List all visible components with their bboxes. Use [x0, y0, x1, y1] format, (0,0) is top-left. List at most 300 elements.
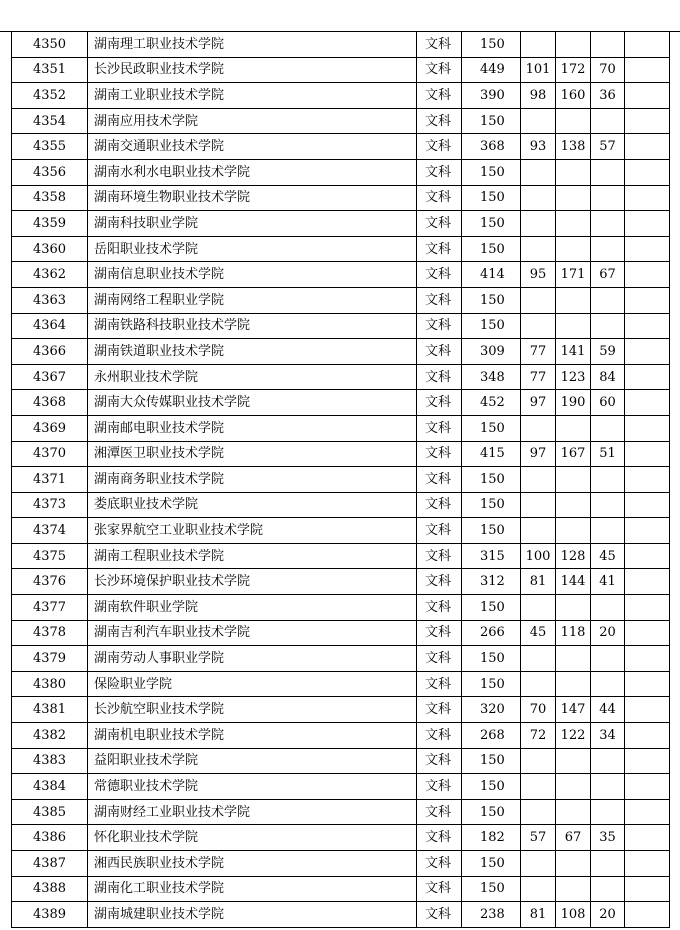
school-name-cell: 湖南商务职业技术学院 — [88, 467, 417, 493]
count-b-cell — [556, 236, 591, 262]
count-a-cell: 97 — [521, 390, 556, 416]
count-b-cell: 122 — [556, 723, 591, 749]
category-cell: 文科 — [417, 108, 462, 134]
category-cell: 文科 — [417, 595, 462, 621]
table-row — [12, 415, 670, 441]
school-code-cell: 4378 — [12, 620, 88, 646]
school-code-cell: 4352 — [12, 83, 88, 109]
count-c-cell: 41 — [591, 569, 625, 595]
table-row — [12, 774, 670, 800]
blank-cell — [625, 543, 670, 569]
blank-cell — [625, 32, 670, 58]
category-cell: 文科 — [417, 390, 462, 416]
blank-cell — [625, 313, 670, 339]
admissions-table — [11, 31, 670, 928]
blank-cell — [625, 825, 670, 851]
school-name-cell: 永州职业技术学院 — [88, 364, 417, 390]
category-cell: 文科 — [417, 339, 462, 365]
school-name-cell: 湖南财经工业职业技术学院 — [88, 799, 417, 825]
table-row — [12, 671, 670, 697]
count-c-cell — [591, 159, 625, 185]
school-code-cell: 4368 — [12, 390, 88, 416]
count-c-cell: 84 — [591, 364, 625, 390]
count-a-cell: 95 — [521, 262, 556, 288]
school-code-cell: 4354 — [12, 108, 88, 134]
count-c-cell — [591, 287, 625, 313]
count-b-cell — [556, 748, 591, 774]
count-c-cell — [591, 467, 625, 493]
count-a-cell — [521, 595, 556, 621]
category-cell: 文科 — [417, 159, 462, 185]
table-row — [12, 825, 670, 851]
school-name-cell: 湖南工程职业技术学院 — [88, 543, 417, 569]
school-name-cell: 怀化职业技术学院 — [88, 825, 417, 851]
count-a-cell — [521, 108, 556, 134]
category-cell: 文科 — [417, 492, 462, 518]
plan-count-cell: 150 — [462, 518, 521, 544]
table-body — [12, 32, 670, 928]
category-cell: 文科 — [417, 569, 462, 595]
count-c-cell — [591, 646, 625, 672]
school-name-cell: 湖南铁道职业技术学院 — [88, 339, 417, 365]
plan-count-cell: 150 — [462, 671, 521, 697]
school-code-cell: 4375 — [12, 543, 88, 569]
table-row — [12, 748, 670, 774]
count-c-cell — [591, 799, 625, 825]
count-c-cell: 51 — [591, 441, 625, 467]
count-c-cell — [591, 518, 625, 544]
table-row — [12, 492, 670, 518]
blank-cell — [625, 774, 670, 800]
school-name-cell: 湖南信息职业技术学院 — [88, 262, 417, 288]
count-a-cell: 93 — [521, 134, 556, 160]
table-row — [12, 339, 670, 365]
plan-count-cell: 320 — [462, 697, 521, 723]
count-b-cell — [556, 774, 591, 800]
plan-count-cell: 238 — [462, 902, 521, 928]
count-b-cell: 138 — [556, 134, 591, 160]
category-cell: 文科 — [417, 851, 462, 877]
school-name-cell: 长沙环境保护职业技术学院 — [88, 569, 417, 595]
count-b-cell — [556, 492, 591, 518]
school-name-cell: 湖南应用技术学院 — [88, 108, 417, 134]
blank-cell — [625, 697, 670, 723]
plan-count-cell: 150 — [462, 774, 521, 800]
school-name-cell: 湖南水利水电职业技术学院 — [88, 159, 417, 185]
school-code-cell: 4350 — [12, 32, 88, 58]
count-b-cell — [556, 671, 591, 697]
school-name-cell: 湘潭医卫职业技术学院 — [88, 441, 417, 467]
table-row — [12, 134, 670, 160]
school-code-cell: 4364 — [12, 313, 88, 339]
plan-count-cell: 309 — [462, 339, 521, 365]
school-code-cell: 4381 — [12, 697, 88, 723]
count-a-cell — [521, 799, 556, 825]
school-name-cell: 湖南软件职业学院 — [88, 595, 417, 621]
school-name-cell: 湖南机电职业技术学院 — [88, 723, 417, 749]
plan-count-cell: 150 — [462, 287, 521, 313]
count-c-cell: 70 — [591, 57, 625, 83]
blank-cell — [625, 799, 670, 825]
count-a-cell — [521, 159, 556, 185]
plan-count-cell: 368 — [462, 134, 521, 160]
school-code-cell: 4379 — [12, 646, 88, 672]
count-b-cell: 172 — [556, 57, 591, 83]
school-code-cell: 4382 — [12, 723, 88, 749]
blank-cell — [625, 415, 670, 441]
count-c-cell: 35 — [591, 825, 625, 851]
plan-count-cell: 150 — [462, 646, 521, 672]
category-cell: 文科 — [417, 313, 462, 339]
school-code-cell: 4386 — [12, 825, 88, 851]
school-code-cell: 4355 — [12, 134, 88, 160]
plan-count-cell: 266 — [462, 620, 521, 646]
category-cell: 文科 — [417, 415, 462, 441]
count-a-cell: 81 — [521, 569, 556, 595]
school-name-cell: 湖南理工职业技术学院 — [88, 32, 417, 58]
school-name-cell: 娄底职业技术学院 — [88, 492, 417, 518]
table-row — [12, 83, 670, 109]
school-name-cell: 湖南化工职业技术学院 — [88, 876, 417, 902]
category-cell: 文科 — [417, 441, 462, 467]
table-row — [12, 646, 670, 672]
school-code-cell: 4389 — [12, 902, 88, 928]
count-b-cell — [556, 211, 591, 237]
school-code-cell: 4351 — [12, 57, 88, 83]
category-cell: 文科 — [417, 211, 462, 237]
count-b-cell: 123 — [556, 364, 591, 390]
count-a-cell: 45 — [521, 620, 556, 646]
table-row — [12, 543, 670, 569]
blank-cell — [625, 671, 670, 697]
count-a-cell: 97 — [521, 441, 556, 467]
plan-count-cell: 150 — [462, 595, 521, 621]
blank-cell — [625, 134, 670, 160]
plan-count-cell: 150 — [462, 748, 521, 774]
category-cell: 文科 — [417, 748, 462, 774]
school-code-cell: 4374 — [12, 518, 88, 544]
category-cell: 文科 — [417, 774, 462, 800]
table-row — [12, 236, 670, 262]
school-code-cell: 4359 — [12, 211, 88, 237]
table-row — [12, 57, 670, 83]
plan-count-cell: 414 — [462, 262, 521, 288]
school-name-cell: 湘西民族职业技术学院 — [88, 851, 417, 877]
school-name-cell: 湖南交通职业技术学院 — [88, 134, 417, 160]
school-name-cell: 张家界航空工业职业技术学院 — [88, 518, 417, 544]
plan-count-cell: 150 — [462, 799, 521, 825]
table-row — [12, 262, 670, 288]
school-name-cell: 岳阳职业技术学院 — [88, 236, 417, 262]
blank-cell — [625, 108, 670, 134]
school-code-cell: 4387 — [12, 851, 88, 877]
blank-cell — [625, 620, 670, 646]
table-row — [12, 723, 670, 749]
table-row — [12, 467, 670, 493]
blank-cell — [625, 441, 670, 467]
count-c-cell: 45 — [591, 543, 625, 569]
blank-cell — [625, 364, 670, 390]
count-a-cell: 57 — [521, 825, 556, 851]
blank-cell — [625, 211, 670, 237]
table-row — [12, 185, 670, 211]
count-a-cell — [521, 185, 556, 211]
count-a-cell — [521, 236, 556, 262]
blank-cell — [625, 595, 670, 621]
blank-cell — [625, 518, 670, 544]
count-a-cell — [521, 671, 556, 697]
blank-cell — [625, 83, 670, 109]
count-b-cell — [556, 851, 591, 877]
table-row — [12, 390, 670, 416]
category-cell: 文科 — [417, 262, 462, 288]
school-name-cell: 益阳职业技术学院 — [88, 748, 417, 774]
blank-cell — [625, 492, 670, 518]
plan-count-cell: 182 — [462, 825, 521, 851]
plan-count-cell: 150 — [462, 876, 521, 902]
table-row — [12, 595, 670, 621]
plan-count-cell: 449 — [462, 57, 521, 83]
count-c-cell — [591, 32, 625, 58]
table-row — [12, 108, 670, 134]
count-a-cell: 77 — [521, 339, 556, 365]
count-c-cell — [591, 492, 625, 518]
count-a-cell: 77 — [521, 364, 556, 390]
table-row — [12, 211, 670, 237]
school-code-cell: 4377 — [12, 595, 88, 621]
school-name-cell: 湖南吉利汽车职业技术学院 — [88, 620, 417, 646]
count-a-cell — [521, 467, 556, 493]
count-b-cell — [556, 467, 591, 493]
category-cell: 文科 — [417, 902, 462, 928]
plan-count-cell: 268 — [462, 723, 521, 749]
count-b-cell: 108 — [556, 902, 591, 928]
school-code-cell: 4370 — [12, 441, 88, 467]
school-name-cell: 湖南环境生物职业技术学院 — [88, 185, 417, 211]
table-row — [12, 313, 670, 339]
count-b-cell — [556, 108, 591, 134]
plan-count-cell: 150 — [462, 108, 521, 134]
school-name-cell: 湖南邮电职业技术学院 — [88, 415, 417, 441]
plan-count-cell: 312 — [462, 569, 521, 595]
category-cell: 文科 — [417, 57, 462, 83]
school-name-cell: 湖南工业职业技术学院 — [88, 83, 417, 109]
school-name-cell: 湖南铁路科技职业技术学院 — [88, 313, 417, 339]
count-b-cell: 141 — [556, 339, 591, 365]
category-cell: 文科 — [417, 543, 462, 569]
table-row — [12, 569, 670, 595]
blank-cell — [625, 876, 670, 902]
count-b-cell — [556, 159, 591, 185]
blank-cell — [625, 390, 670, 416]
blank-cell — [625, 569, 670, 595]
count-c-cell — [591, 876, 625, 902]
count-a-cell: 72 — [521, 723, 556, 749]
school-name-cell: 湖南城建职业技术学院 — [88, 902, 417, 928]
table-row — [12, 159, 670, 185]
school-code-cell: 4384 — [12, 774, 88, 800]
count-c-cell: 67 — [591, 262, 625, 288]
count-b-cell — [556, 185, 591, 211]
plan-count-cell: 150 — [462, 851, 521, 877]
plan-count-cell: 348 — [462, 364, 521, 390]
category-cell: 文科 — [417, 799, 462, 825]
count-a-cell — [521, 748, 556, 774]
school-name-cell: 常德职业技术学院 — [88, 774, 417, 800]
count-c-cell — [591, 671, 625, 697]
table-row — [12, 799, 670, 825]
school-code-cell: 4369 — [12, 415, 88, 441]
count-a-cell: 100 — [521, 543, 556, 569]
count-c-cell: 36 — [591, 83, 625, 109]
blank-cell — [625, 236, 670, 262]
plan-count-cell: 150 — [462, 492, 521, 518]
count-c-cell — [591, 774, 625, 800]
count-a-cell: 101 — [521, 57, 556, 83]
count-c-cell — [591, 236, 625, 262]
category-cell: 文科 — [417, 876, 462, 902]
category-cell: 文科 — [417, 671, 462, 697]
count-a-cell — [521, 415, 556, 441]
count-c-cell: 20 — [591, 902, 625, 928]
category-cell: 文科 — [417, 620, 462, 646]
count-a-cell: 70 — [521, 697, 556, 723]
plan-count-cell: 150 — [462, 159, 521, 185]
count-c-cell: 20 — [591, 620, 625, 646]
school-code-cell: 4356 — [12, 159, 88, 185]
count-c-cell — [591, 748, 625, 774]
count-a-cell: 98 — [521, 83, 556, 109]
table-row — [12, 851, 670, 877]
category-cell: 文科 — [417, 236, 462, 262]
count-a-cell — [521, 313, 556, 339]
count-c-cell — [591, 185, 625, 211]
count-b-cell — [556, 646, 591, 672]
plan-count-cell: 315 — [462, 543, 521, 569]
school-code-cell: 4383 — [12, 748, 88, 774]
school-code-cell: 4388 — [12, 876, 88, 902]
count-b-cell: 118 — [556, 620, 591, 646]
category-cell: 文科 — [417, 134, 462, 160]
blank-cell — [625, 287, 670, 313]
count-a-cell — [521, 851, 556, 877]
table-row — [12, 364, 670, 390]
count-b-cell: 147 — [556, 697, 591, 723]
count-a-cell — [521, 646, 556, 672]
school-name-cell: 湖南大众传媒职业技术学院 — [88, 390, 417, 416]
school-code-cell: 4371 — [12, 467, 88, 493]
blank-cell — [625, 646, 670, 672]
plan-count-cell: 415 — [462, 441, 521, 467]
plan-count-cell: 390 — [462, 83, 521, 109]
count-c-cell: 59 — [591, 339, 625, 365]
count-a-cell — [521, 774, 556, 800]
count-c-cell — [591, 211, 625, 237]
school-code-cell: 4376 — [12, 569, 88, 595]
category-cell: 文科 — [417, 32, 462, 58]
count-a-cell — [521, 876, 556, 902]
count-b-cell — [556, 876, 591, 902]
school-code-cell: 4380 — [12, 671, 88, 697]
plan-count-cell: 452 — [462, 390, 521, 416]
count-c-cell — [591, 851, 625, 877]
blank-cell — [625, 723, 670, 749]
blank-cell — [625, 467, 670, 493]
school-name-cell: 长沙民政职业技术学院 — [88, 57, 417, 83]
count-b-cell: 167 — [556, 441, 591, 467]
school-name-cell: 湖南科技职业学院 — [88, 211, 417, 237]
count-a-cell — [521, 518, 556, 544]
table-row — [12, 441, 670, 467]
blank-cell — [625, 185, 670, 211]
table-row — [12, 902, 670, 928]
blank-cell — [625, 159, 670, 185]
table-row — [12, 32, 670, 58]
count-b-cell: 190 — [556, 390, 591, 416]
plan-count-cell: 150 — [462, 415, 521, 441]
category-cell: 文科 — [417, 467, 462, 493]
school-code-cell: 4367 — [12, 364, 88, 390]
category-cell: 文科 — [417, 518, 462, 544]
school-code-cell: 4385 — [12, 799, 88, 825]
count-a-cell — [521, 211, 556, 237]
school-code-cell: 4373 — [12, 492, 88, 518]
blank-cell — [625, 57, 670, 83]
count-c-cell: 44 — [591, 697, 625, 723]
count-a-cell — [521, 32, 556, 58]
table-row — [12, 620, 670, 646]
category-cell: 文科 — [417, 723, 462, 749]
count-b-cell — [556, 313, 591, 339]
school-code-cell: 4363 — [12, 287, 88, 313]
count-c-cell — [591, 313, 625, 339]
count-b-cell: 171 — [556, 262, 591, 288]
count-a-cell — [521, 492, 556, 518]
plan-count-cell: 150 — [462, 467, 521, 493]
category-cell: 文科 — [417, 83, 462, 109]
category-cell: 文科 — [417, 185, 462, 211]
blank-cell — [625, 851, 670, 877]
table-row — [12, 287, 670, 313]
blank-cell — [625, 339, 670, 365]
table-row — [12, 518, 670, 544]
count-b-cell: 128 — [556, 543, 591, 569]
count-b-cell — [556, 32, 591, 58]
count-c-cell — [591, 415, 625, 441]
table-row — [12, 876, 670, 902]
count-a-cell — [521, 287, 556, 313]
school-code-cell: 4366 — [12, 339, 88, 365]
count-b-cell — [556, 415, 591, 441]
count-b-cell: 160 — [556, 83, 591, 109]
plan-count-cell: 150 — [462, 236, 521, 262]
category-cell: 文科 — [417, 697, 462, 723]
plan-count-cell: 150 — [462, 211, 521, 237]
count-b-cell: 67 — [556, 825, 591, 851]
category-cell: 文科 — [417, 364, 462, 390]
plan-count-cell: 150 — [462, 32, 521, 58]
plan-count-cell: 150 — [462, 185, 521, 211]
count-b-cell: 144 — [556, 569, 591, 595]
school-code-cell: 4358 — [12, 185, 88, 211]
table-row — [12, 697, 670, 723]
count-a-cell: 81 — [521, 902, 556, 928]
school-code-cell: 4362 — [12, 262, 88, 288]
school-name-cell: 保险职业学院 — [88, 671, 417, 697]
plan-count-cell: 150 — [462, 313, 521, 339]
blank-cell — [625, 902, 670, 928]
count-c-cell: 57 — [591, 134, 625, 160]
